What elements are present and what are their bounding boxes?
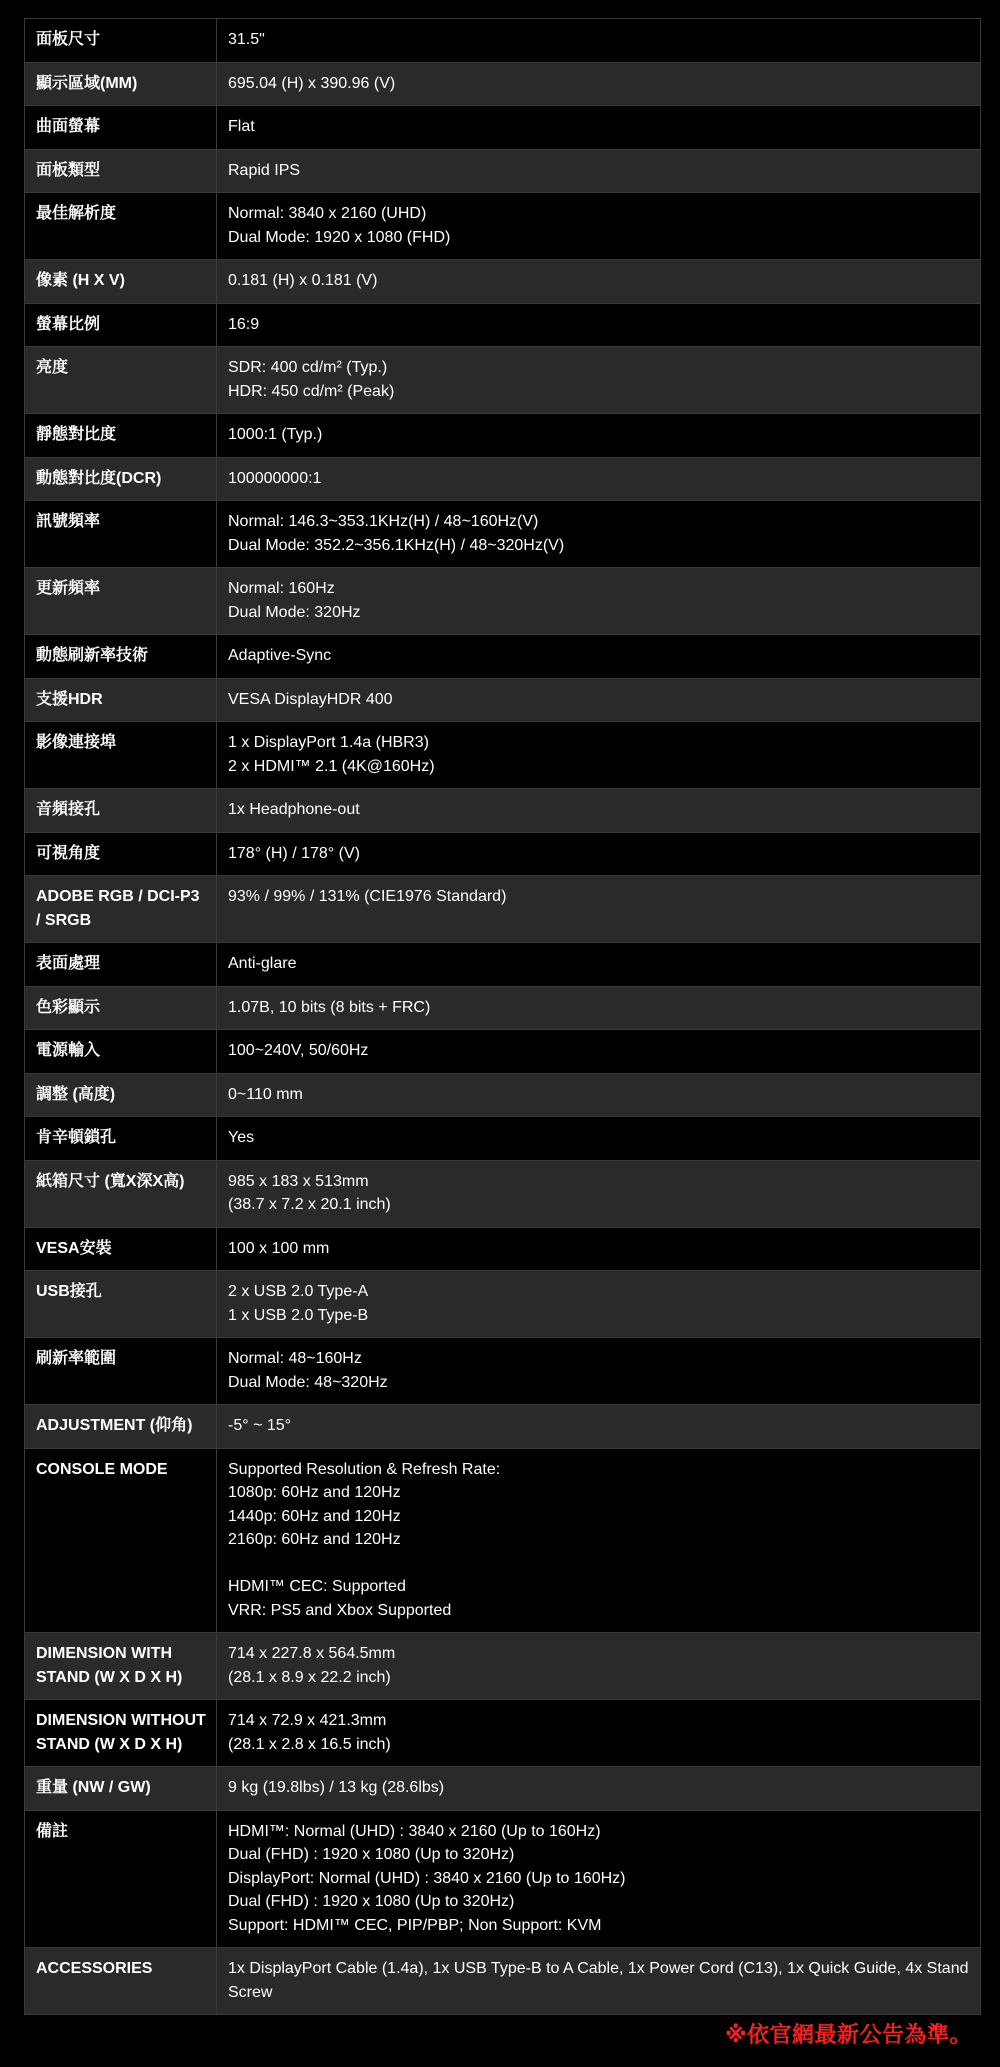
- spec-value-line: 1.07B, 10 bits (8 bits + FRC): [228, 998, 431, 1016]
- spec-value: [217, 635, 981, 679]
- spec-value: [217, 1227, 981, 1271]
- spec-label: 螢幕比例: [25, 303, 217, 347]
- spec-value-line: 985 x 183 x 513mm: [228, 1172, 369, 1190]
- spec-row: [25, 457, 981, 501]
- spec-row: [25, 106, 981, 150]
- spec-value-line: Dual Mode: 1920 x 1080 (FHD): [228, 228, 451, 246]
- spec-label: 動態刷新率技術: [25, 635, 217, 679]
- spec-row: [25, 568, 981, 635]
- spec-row: [25, 722, 981, 789]
- notice-text: ※依官網最新公告為準。: [725, 2023, 972, 2048]
- spec-value-line: 714 x 227.8 x 564.5mm: [228, 1645, 396, 1662]
- spec-value-line: 100~240V, 50/60Hz: [228, 1042, 369, 1059]
- spec-label: 備註: [25, 1810, 217, 1948]
- spec-label: 色彩顯示: [25, 986, 217, 1030]
- spec-row: [25, 1700, 981, 1767]
- spec-value: [217, 414, 981, 458]
- spec-value-line: 100000000:1: [228, 469, 322, 487]
- spec-value-line: 0.181 (H) x 0.181 (V): [228, 272, 378, 289]
- spec-row: [25, 1448, 981, 1633]
- spec-value-line: Dual Mode: 352.2~356.1KHz(H) / 48~320Hz(V): [228, 536, 565, 554]
- spec-value-line: Normal: 146.3~353.1KHz(H) / 48~160Hz(V): [228, 513, 539, 530]
- spec-label: 亮度: [25, 347, 217, 414]
- spec-value-line: 1 x DisplayPort 1.4a (HBR3): [228, 734, 429, 751]
- spec-value: [217, 260, 981, 304]
- spec-value-line: 1x Headphone-out: [228, 801, 360, 818]
- spec-value: [217, 832, 981, 876]
- spec-value-line: Support: HDMI™ CEC, PIP/PBP; Non Support: KVM: [228, 1916, 602, 1934]
- spec-row: [25, 501, 981, 568]
- spec-label: 支援HDR: [25, 678, 217, 722]
- spec-row: [25, 1405, 981, 1449]
- spec-value-line: [228, 1552, 970, 1576]
- spec-value-line: 2 x HDMI™ 2.1 (4K@160Hz): [228, 757, 435, 775]
- spec-row: [25, 62, 981, 106]
- spec-label: 調整 (高度): [25, 1073, 217, 1117]
- spec-value-line: Rapid IPS: [228, 161, 301, 179]
- spec-value-line: VRR: PS5 and Xbox Supported: [228, 1601, 452, 1619]
- spec-label: 可視角度: [25, 832, 217, 876]
- spec-value: [217, 1448, 981, 1633]
- spec-row: [25, 1030, 981, 1074]
- spec-value-line: VESA DisplayHDR 400: [228, 690, 393, 708]
- spec-value: [217, 568, 981, 635]
- spec-value: [217, 193, 981, 260]
- spec-value-line: HDMI™ CEC: Supported: [228, 1578, 406, 1595]
- spec-row: [25, 1227, 981, 1271]
- spec-value: [217, 1160, 981, 1227]
- spec-label: CONSOLE MODE: [25, 1448, 217, 1633]
- spec-value: [217, 986, 981, 1030]
- spec-row: [25, 1948, 981, 2015]
- spec-row: [25, 149, 981, 193]
- spec-row: [25, 943, 981, 987]
- spec-table-body: [25, 19, 981, 2015]
- spec-value-line: Flat: [228, 118, 255, 135]
- spec-value: [217, 149, 981, 193]
- spec-row: [25, 1633, 981, 1700]
- spec-value-line: 0~110 mm: [228, 1085, 303, 1103]
- spec-value-line: Anti-glare: [228, 955, 297, 972]
- spec-label: 影像連接埠: [25, 722, 217, 789]
- spec-row: [25, 986, 981, 1030]
- spec-label: 刷新率範圍: [25, 1338, 217, 1405]
- spec-value: [217, 943, 981, 987]
- spec-value-line: 100 x 100 mm: [228, 1239, 330, 1257]
- spec-row: [25, 1810, 981, 1948]
- spec-value-line: SDR: 400 cd/m² (Typ.): [228, 359, 388, 376]
- spec-label: 顯示區域(MM): [25, 62, 217, 106]
- spec-label: DIMENSION WITHOUT STAND (W X D X H): [25, 1700, 217, 1767]
- spec-value: [217, 62, 981, 106]
- spec-value: [217, 722, 981, 789]
- spec-value-line: -5° ~ 15°: [228, 1417, 292, 1434]
- spec-label: 曲面螢幕: [25, 106, 217, 150]
- spec-value-line: Dual (FHD) : 1920 x 1080 (Up to 320Hz): [228, 1893, 515, 1910]
- spec-label: ACCESSORIES: [25, 1948, 217, 2015]
- spec-value-line: Dual (FHD) : 1920 x 1080 (Up to 320Hz): [228, 1846, 515, 1863]
- spec-value-line: HDMI™: Normal (UHD) : 3840 x 2160 (Up to 160Hz): [228, 1822, 601, 1840]
- spec-row: [25, 193, 981, 260]
- spec-value: [217, 1405, 981, 1449]
- spec-value-line: 93% / 99% / 131% (CIE1976 Standard): [228, 888, 507, 905]
- spec-row: [25, 1160, 981, 1227]
- spec-value-line: Yes: [228, 1129, 255, 1146]
- spec-label: 音頻接孔: [25, 789, 217, 833]
- spec-label: 動態對比度(DCR): [25, 457, 217, 501]
- spec-value: [217, 19, 981, 63]
- spec-value-line: Adaptive-Sync: [228, 647, 332, 664]
- spec-value: [217, 876, 981, 943]
- spec-value-line: Normal: 48~160Hz: [228, 1350, 362, 1367]
- spec-value-line: 714 x 72.9 x 421.3mm: [228, 1712, 387, 1729]
- spec-label: ADOBE RGB / DCI-P3 / SRGB: [25, 876, 217, 943]
- spec-value: [217, 347, 981, 414]
- spec-value: [217, 303, 981, 347]
- spec-row: [25, 678, 981, 722]
- spec-value: [217, 1073, 981, 1117]
- spec-label: ADJUSTMENT (仰角): [25, 1405, 217, 1449]
- spec-row: [25, 1338, 981, 1405]
- spec-row: [25, 832, 981, 876]
- spec-value: [217, 678, 981, 722]
- spec-value-line: Dual Mode: 48~320Hz: [228, 1373, 388, 1391]
- spec-row: [25, 1767, 981, 1811]
- spec-row: [25, 414, 981, 458]
- spec-value-line: (28.1 x 2.8 x 16.5 inch): [228, 1735, 391, 1753]
- spec-value: [217, 1633, 981, 1700]
- spec-row: [25, 347, 981, 414]
- spec-value-line: 1 x USB 2.0 Type-B: [228, 1306, 369, 1324]
- spec-value: [217, 1271, 981, 1338]
- spec-value: [217, 1700, 981, 1767]
- spec-row: [25, 1073, 981, 1117]
- spec-label: 紙箱尺寸 (寬X深X高): [25, 1160, 217, 1227]
- spec-value-line: 695.04 (H) x 390.96 (V): [228, 74, 396, 92]
- spec-label: 訊號頻率: [25, 501, 217, 568]
- spec-value-line: Normal: 3840 x 2160 (UHD): [228, 205, 427, 222]
- spec-label: 像素 (H X V): [25, 260, 217, 304]
- spec-value: [217, 789, 981, 833]
- spec-value: [217, 106, 981, 150]
- spec-label: DIMENSION WITH STAND (W X D X H): [25, 1633, 217, 1700]
- spec-value-line: 16:9: [228, 315, 260, 333]
- spec-label: 電源輸入: [25, 1030, 217, 1074]
- spec-value-line: (28.1 x 8.9 x 22.2 inch): [228, 1668, 391, 1686]
- spec-value-line: 2 x USB 2.0 Type-A: [228, 1283, 369, 1300]
- spec-value: [217, 1338, 981, 1405]
- spec-value-line: (38.7 x 7.2 x 20.1 inch): [228, 1196, 391, 1213]
- spec-label: 更新頻率: [25, 568, 217, 635]
- spec-value-line: Normal: 160Hz: [228, 580, 335, 597]
- spec-label: 表面處理: [25, 943, 217, 987]
- spec-row: [25, 1271, 981, 1338]
- spec-value-line: 1000:1 (Typ.): [228, 426, 323, 443]
- spec-label: 重量 (NW / GW): [25, 1767, 217, 1811]
- spec-value: [217, 1767, 981, 1811]
- spec-label: VESA安裝: [25, 1227, 217, 1271]
- spec-value-line: 1x DisplayPort Cable (1.4a), 1x USB Type-B to A Cable, 1x Power Cord (C13), 1x Quick Guide, 4x Stand Screw: [228, 1960, 973, 2001]
- spec-value-line: Dual Mode: 320Hz: [228, 603, 361, 621]
- spec-label: 肯辛頓鎖孔: [25, 1117, 217, 1161]
- spec-value: [217, 1948, 981, 2015]
- spec-value: [217, 457, 981, 501]
- spec-row: [25, 19, 981, 63]
- spec-table: [24, 18, 981, 2015]
- spec-value-line: 1440p: 60Hz and 120Hz: [228, 1507, 401, 1525]
- spec-label: 面板類型: [25, 149, 217, 193]
- spec-row: [25, 260, 981, 304]
- spec-label: 面板尺寸: [25, 19, 217, 63]
- spec-value: [217, 501, 981, 568]
- spec-value-line: 178° (H) / 178° (V): [228, 844, 360, 862]
- spec-value-line: HDR: 450 cd/m² (Peak): [228, 382, 395, 400]
- spec-row: [25, 789, 981, 833]
- spec-row: [25, 876, 981, 943]
- spec-value-line: 1080p: 60Hz and 120Hz: [228, 1484, 401, 1501]
- spec-value: [217, 1030, 981, 1074]
- spec-label: USB接孔: [25, 1271, 217, 1338]
- spec-row: [25, 303, 981, 347]
- spec-value: [217, 1117, 981, 1161]
- spec-value-line: 31.5": [228, 31, 265, 48]
- spec-value-line: Supported Resolution & Refresh Rate:: [228, 1460, 501, 1478]
- spec-label: 靜態對比度: [25, 414, 217, 458]
- spec-value-line: DisplayPort: Normal (UHD) : 3840 x 2160 (Up to 160Hz): [228, 1869, 626, 1887]
- spec-label: 最佳解析度: [25, 193, 217, 260]
- spec-row: [25, 635, 981, 679]
- spec-value-line: 9 kg (19.8lbs) / 13 kg (28.6lbs): [228, 1779, 445, 1796]
- spec-value-line: 2160p: 60Hz and 120Hz: [228, 1531, 401, 1548]
- spec-row: [25, 1117, 981, 1161]
- spec-value: [217, 1810, 981, 1948]
